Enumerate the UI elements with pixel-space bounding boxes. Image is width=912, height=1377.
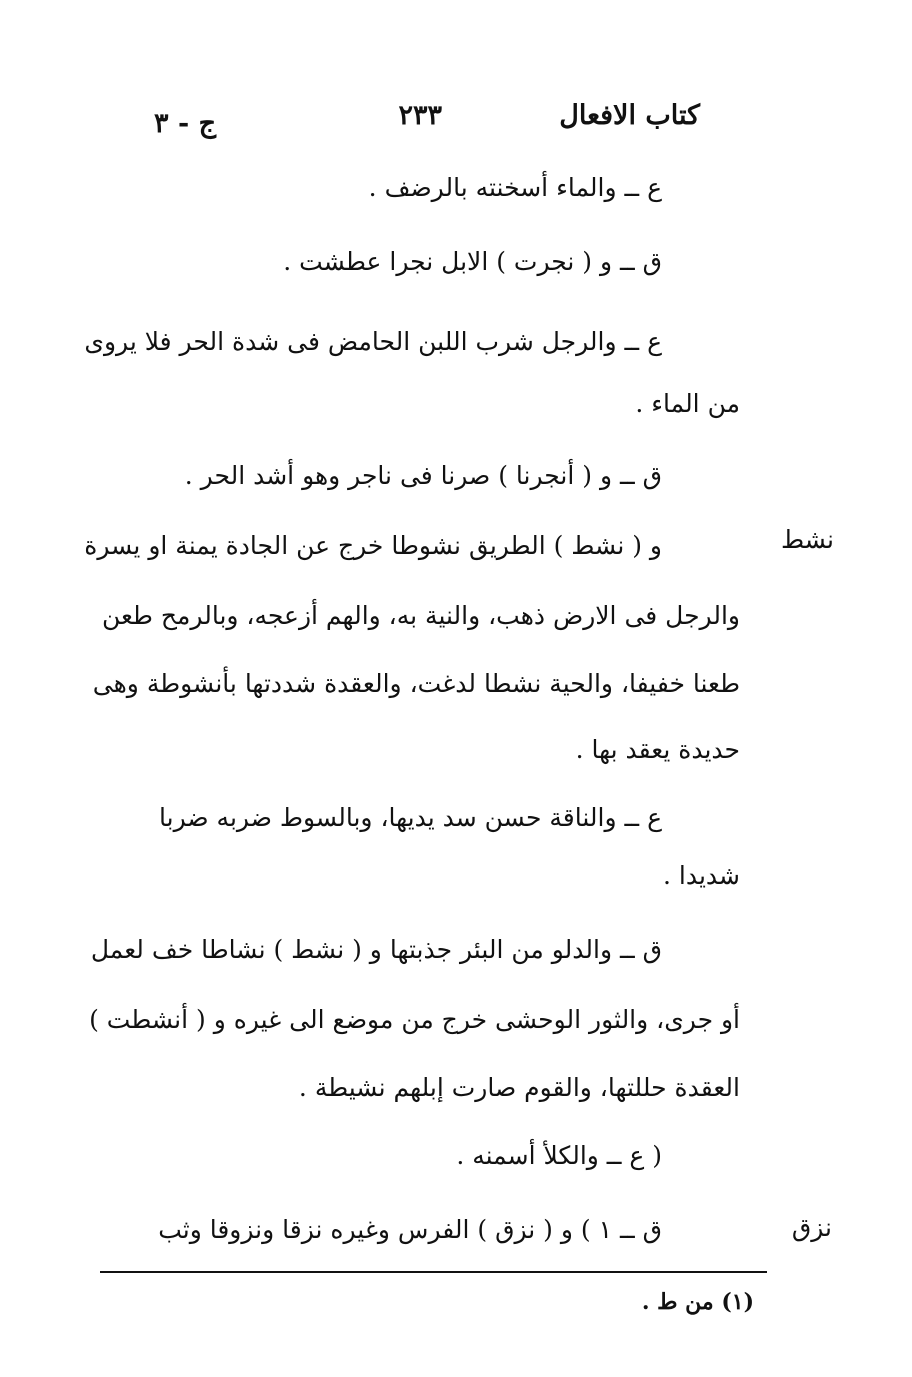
text-line: والرجل فى الارض ذهب، والنية به، والهم أزعجه، وبالرمح طعن xyxy=(101,601,740,630)
footnote: (١) من ط . xyxy=(641,1289,754,1315)
text-line: ع ــ والماء أسخنته بالرضف . xyxy=(368,173,662,202)
text-line: العقدة حللتها، والقوم صارت إبلهم نشيطة . xyxy=(298,1073,740,1102)
text-line: ( ع ــ والكلأ أسمنه . xyxy=(456,1141,662,1170)
text-line: ع ــ والرجل شرب اللبن الحامض فى شدة الحر فلا يروى xyxy=(84,327,662,356)
text-line: ق ــ و ( أنجرنا ) صرنا فى ناجر وهو أشد الحر . xyxy=(184,461,662,490)
page-number: ٢٣٣ xyxy=(398,100,442,131)
text-line: ع ــ والناقة حسن سد يديها، وبالسوط ضربه ضربا xyxy=(159,803,662,832)
footnote-separator xyxy=(100,1271,767,1273)
margin-entry-nashata: نشط xyxy=(781,525,834,554)
text-line: ق ــ ١ ) و ( نزق ) الفرس وغيره نزقا ونزوقا وثب xyxy=(158,1215,662,1244)
text-line: ق ــ والدلو من البئر جذبتها و ( نشط ) نشاطا خف لعمل xyxy=(90,935,662,964)
text-line: حديدة يعقد بها . xyxy=(575,735,740,764)
text-line: شديدا . xyxy=(663,861,740,890)
text-line: أو جرى، والثور الوحشى خرج من موضع الى غيره و ( أنشطت ) xyxy=(89,1005,740,1034)
text-line: من الماء . xyxy=(635,389,740,418)
volume-label: ج - ٣ xyxy=(154,108,216,139)
text-line: ق ــ و ( نجرت ) الابل نجرا عطشت . xyxy=(283,247,662,276)
text-line: طعنا خفيفا، والحية نشطا لدغت، والعقدة شددتها بأنشوطة وهى xyxy=(92,669,740,698)
margin-entry-nazaqa: نزق xyxy=(791,1213,832,1242)
text-line: و ( نشط ) الطريق نشوطا خرج عن الجادة يمنة او يسرة xyxy=(84,531,662,560)
book-title: كتاب الافعال xyxy=(559,100,700,131)
